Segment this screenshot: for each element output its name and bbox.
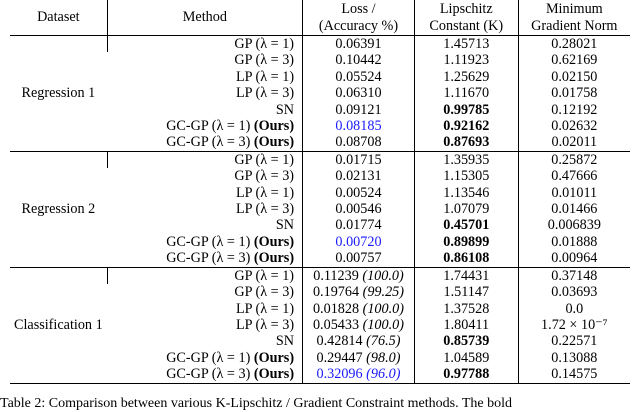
ours-label: (Ours) xyxy=(253,250,295,267)
table-row xyxy=(10,151,630,168)
header-line: (Accuracy %) xyxy=(318,17,399,34)
method-name: GC-GP (λ = 3) xyxy=(166,366,251,383)
lipschitz-cell: 0.85739 xyxy=(414,333,518,349)
method-name: LP (λ = 1) xyxy=(235,68,295,85)
loss-cell xyxy=(303,151,415,168)
accuracy-value: (76.5) xyxy=(366,333,401,350)
min-grad-cell: 0.37148 xyxy=(518,267,630,284)
loss-value: 0.06310 xyxy=(335,85,382,102)
method-name: GC-GP (λ = 1) xyxy=(166,233,251,250)
header-line: Gradient Norm xyxy=(531,17,618,34)
loss-cell xyxy=(303,284,415,300)
loss-cell xyxy=(303,52,415,68)
loss-value: 0.32096 xyxy=(316,366,363,383)
table-row xyxy=(10,267,630,284)
lipschitz-cell: 1.13546 xyxy=(414,185,518,201)
accuracy-value: (99.25) xyxy=(362,284,404,301)
min-grad-cell: 0.13088 xyxy=(518,350,630,366)
method-cell xyxy=(107,317,302,333)
method-cell xyxy=(107,217,302,233)
header-line: Method xyxy=(182,9,227,26)
method-name: SN xyxy=(275,333,295,350)
method-cell xyxy=(107,250,302,267)
lipschitz-cell: 1.37528 xyxy=(414,301,518,317)
method-name: GP (λ = 1) xyxy=(234,36,295,52)
method-cell xyxy=(107,151,302,168)
lipschitz-cell: 1.07079 xyxy=(414,201,518,217)
accuracy-value: (100.0) xyxy=(362,300,404,317)
min-grad-cell: 0.12192 xyxy=(518,102,630,118)
method-name: GP (λ = 1) xyxy=(234,151,295,168)
loss-cell xyxy=(303,118,415,134)
loss-value: 0.05524 xyxy=(335,68,382,85)
loss-value: 0.19764 xyxy=(312,284,360,301)
method-cell xyxy=(107,350,302,366)
method-name: GC-GP (λ = 3) xyxy=(166,250,251,267)
loss-value: 0.11239 xyxy=(313,267,359,284)
header-line: Dataset xyxy=(37,9,80,26)
lipschitz-cell: 1.80411 xyxy=(414,317,518,333)
min-grad-cell: 0.62169 xyxy=(518,52,630,68)
method-cell xyxy=(107,185,302,201)
lipschitz-cell: 0.89899 xyxy=(414,234,518,250)
loss-cell xyxy=(303,317,415,333)
method-cell xyxy=(107,267,302,284)
loss-cell xyxy=(303,217,415,233)
accuracy-value: (96.0) xyxy=(366,366,401,383)
method-cell xyxy=(107,134,302,151)
header-line: Lipschitz xyxy=(439,1,493,18)
lipschitz-cell: 1.45713 xyxy=(414,36,518,53)
min-grad-cell: 0.01888 xyxy=(518,234,630,250)
method-name: LP (λ = 1) xyxy=(235,300,295,317)
lipschitz-cell: 0.86108 xyxy=(414,250,518,267)
method-name: LP (λ = 1) xyxy=(235,184,295,201)
loss-cell xyxy=(303,250,415,267)
accuracy-value: (100.0) xyxy=(362,267,404,284)
method-cell xyxy=(107,36,302,53)
method-cell xyxy=(107,333,302,349)
min-grad-cell: 0.00964 xyxy=(518,250,630,267)
header-method xyxy=(107,0,302,36)
loss-value: 0.05433 xyxy=(312,316,360,333)
loss-cell xyxy=(303,350,415,366)
method-name: GC-GP (λ = 1) xyxy=(166,349,251,366)
method-name: GP (λ = 3) xyxy=(234,284,295,301)
lipschitz-cell: 0.99785 xyxy=(414,102,518,118)
loss-value: 0.08708 xyxy=(335,134,382,151)
method-name: LP (λ = 3) xyxy=(235,316,295,333)
loss-cell xyxy=(303,185,415,201)
loss-value: 0.00524 xyxy=(335,184,382,201)
ours-label: (Ours) xyxy=(253,118,295,135)
method-cell xyxy=(107,69,302,85)
header-line: Loss / xyxy=(341,1,376,18)
loss-value: 0.29447 xyxy=(316,349,363,366)
header-line: Minimum xyxy=(545,1,603,18)
loss-cell xyxy=(303,85,415,101)
loss-value: 0.08185 xyxy=(335,118,382,135)
min-grad-cell: 0.25872 xyxy=(518,151,630,168)
table-header-row xyxy=(10,0,630,36)
loss-cell xyxy=(303,234,415,250)
method-cell xyxy=(107,234,302,250)
min-grad-cell: 0.22571 xyxy=(518,333,630,349)
lipschitz-cell: 1.04589 xyxy=(414,350,518,366)
loss-cell xyxy=(303,333,415,349)
lipschitz-cell: 0.87693 xyxy=(414,134,518,151)
ours-label: (Ours) xyxy=(253,366,295,383)
min-grad-cell: 0.01466 xyxy=(518,201,630,217)
loss-cell xyxy=(303,201,415,217)
loss-value: 0.06391 xyxy=(335,36,382,52)
loss-cell xyxy=(303,36,415,53)
method-name: GP (λ = 3) xyxy=(234,168,295,185)
method-name: GC-GP (λ = 3) xyxy=(166,134,251,151)
min-grad-cell: 0.28021 xyxy=(518,36,630,53)
loss-cell xyxy=(303,168,415,184)
method-name: SN xyxy=(275,217,295,234)
method-name: LP (λ = 3) xyxy=(235,201,295,218)
loss-value: 0.00757 xyxy=(335,250,382,267)
method-name: LP (λ = 3) xyxy=(235,85,295,102)
min-grad-cell: 0.47666 xyxy=(518,168,630,184)
loss-value: 0.00546 xyxy=(335,201,382,218)
loss-cell xyxy=(303,301,415,317)
method-cell xyxy=(107,301,302,317)
results-table xyxy=(10,0,630,384)
min-grad-cell: 0.006839 xyxy=(518,217,630,233)
loss-cell xyxy=(303,366,415,383)
ours-label: (Ours) xyxy=(253,233,295,250)
loss-cell xyxy=(303,102,415,118)
loss-value: 0.01715 xyxy=(335,151,382,168)
loss-value: 0.01774 xyxy=(335,217,382,234)
method-name: SN xyxy=(275,101,295,118)
loss-value: 0.02131 xyxy=(335,168,382,185)
method-name: GC-GP (λ = 1) xyxy=(166,118,251,135)
method-cell xyxy=(107,168,302,184)
ours-label: (Ours) xyxy=(253,349,295,366)
method-cell xyxy=(107,52,302,68)
header-lipschitz xyxy=(414,0,518,36)
dataset-cell: Regression 1 xyxy=(10,36,107,152)
method-cell xyxy=(107,85,302,101)
accuracy-value: (98.0) xyxy=(366,349,401,366)
min-grad-cell: 0.02632 xyxy=(518,118,630,134)
min-grad-cell: 0.01758 xyxy=(518,85,630,101)
lipschitz-cell: 1.15305 xyxy=(414,168,518,184)
lipschitz-cell: 1.35935 xyxy=(414,151,518,168)
header-loss xyxy=(303,0,415,36)
lipschitz-cell: 1.11670 xyxy=(414,85,518,101)
lipschitz-cell: 0.92162 xyxy=(414,118,518,134)
lipschitz-cell: 1.11923 xyxy=(414,52,518,68)
method-cell xyxy=(107,366,302,383)
table-row xyxy=(10,36,630,53)
method-cell xyxy=(107,201,302,217)
loss-value: 0.00720 xyxy=(335,233,382,250)
min-grad-cell: 0.03693 xyxy=(518,284,630,300)
min-grad-cell: 1.72 × 10⁻⁷ xyxy=(518,317,630,333)
min-grad-cell: 0.02011 xyxy=(518,134,630,151)
lipschitz-cell: 1.25629 xyxy=(414,69,518,85)
method-cell xyxy=(107,102,302,118)
lipschitz-cell: 0.45701 xyxy=(414,217,518,233)
loss-value: 0.09121 xyxy=(335,101,382,118)
header-line: Constant (K) xyxy=(429,17,504,34)
method-name: GP (λ = 3) xyxy=(234,52,295,69)
min-grad-cell: 0.01011 xyxy=(518,185,630,201)
lipschitz-cell: 1.74431 xyxy=(414,267,518,284)
loss-cell xyxy=(303,267,415,284)
header-min-grad xyxy=(518,0,630,36)
method-cell xyxy=(107,118,302,134)
dataset-cell: Classification 1 xyxy=(10,267,107,383)
method-cell xyxy=(107,284,302,300)
loss-value: 0.10442 xyxy=(335,52,382,69)
header-dataset xyxy=(10,0,107,36)
loss-cell xyxy=(303,134,415,151)
loss-cell xyxy=(303,69,415,85)
loss-value: 0.42814 xyxy=(316,333,363,350)
min-grad-cell: 0.0 xyxy=(518,301,630,317)
min-grad-cell: 0.14575 xyxy=(518,366,630,383)
accuracy-value: (100.0) xyxy=(362,316,404,333)
method-name: GP (λ = 1) xyxy=(234,267,295,284)
lipschitz-cell: 1.51147 xyxy=(414,284,518,300)
ours-label: (Ours) xyxy=(253,134,295,151)
dataset-cell: Regression 2 xyxy=(10,151,107,267)
lipschitz-cell: 0.97788 xyxy=(414,366,518,383)
loss-value: 0.01828 xyxy=(312,300,360,317)
table-caption: Table 2: Comparison between various K-Lipschitz / Gradient Constraint methods. The bold xyxy=(0,396,512,411)
min-grad-cell: 0.02150 xyxy=(518,69,630,85)
